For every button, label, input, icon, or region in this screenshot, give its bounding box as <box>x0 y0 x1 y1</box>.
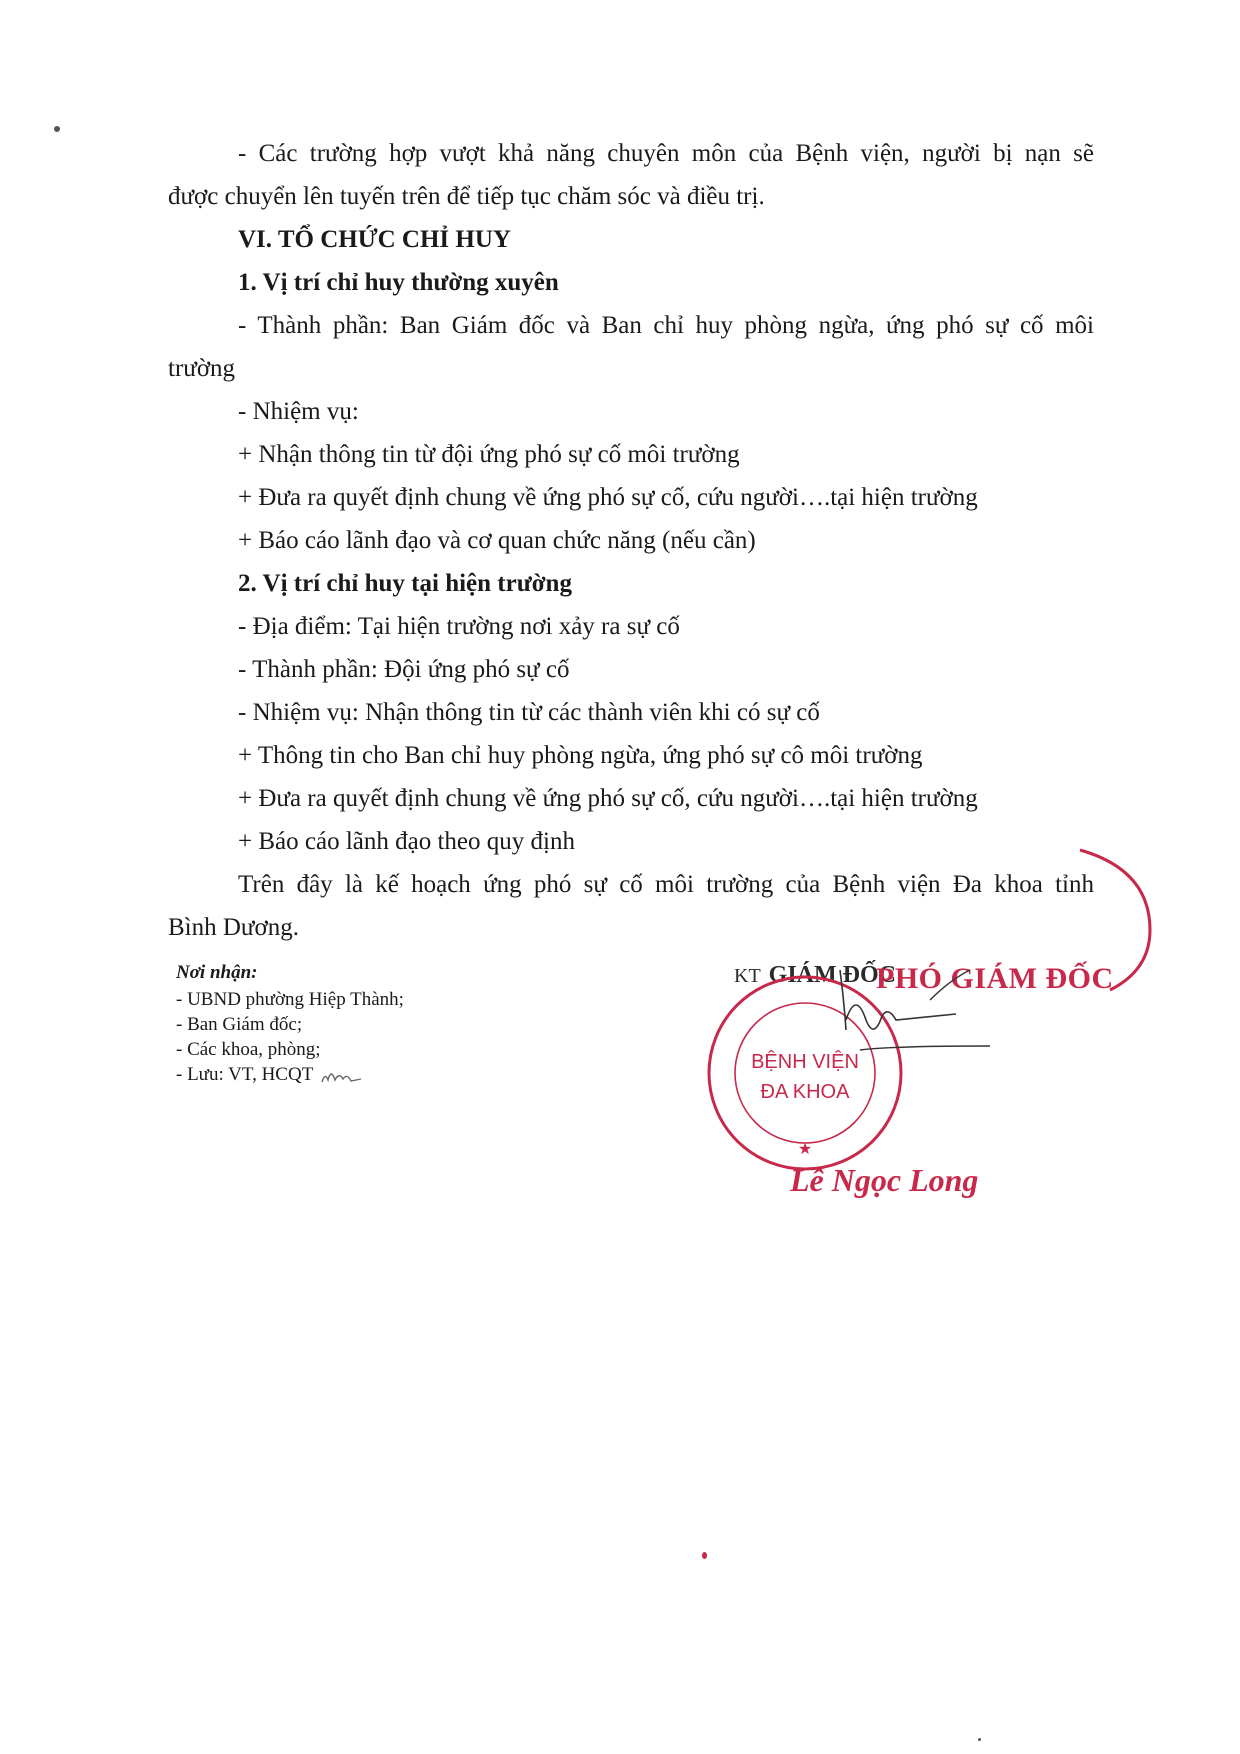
list-item: + Thông tin cho Ban chỉ huy phòng ngừa, ứng phó sự cô môi trường <box>238 742 923 769</box>
kt-director-title: GIÁM ĐỐC <box>768 962 896 988</box>
paragraph-line: - Thành phần: Ban Giám đốc và Ban chỉ huy phòng ngừa, ứng phó sự cố môi <box>238 312 1094 339</box>
paragraph-line: - Các trường hợp vượt khả năng chuyên môn của Bệnh viện, người bị nạn sẽ <box>238 140 1094 167</box>
paragraph-line: Trên đây là kế hoạch ứng phó sự cố môi trường của Bệnh viện Đa khoa tỉnh <box>238 871 1094 898</box>
recipients-title: Nơi nhận: <box>176 962 258 983</box>
scan-speck <box>54 126 60 132</box>
recipient-item: - Các khoa, phòng; <box>176 1039 321 1060</box>
list-item: + Báo cáo lãnh đạo theo quy định <box>238 828 575 855</box>
list-item: + Nhận thông tin từ đội ứng phó sự cố môi trường <box>238 441 740 468</box>
paragraph-line: - Địa điểm: Tại hiện trường nơi xảy ra sự cố <box>238 613 680 640</box>
recipient-item-text: - Lưu: VT, HCQT <box>176 1064 313 1085</box>
document-body <box>168 132 1094 949</box>
section-heading: VI. TỔ CHỨC CHỈ HUY <box>238 226 511 253</box>
recipient-item: - UBND phường Hiệp Thành; <box>176 989 404 1010</box>
list-item: + Báo cáo lãnh đạo và cơ quan chức năng (nếu cần) <box>238 527 756 554</box>
seal-edge-mark-icon <box>1060 840 1170 1000</box>
recipient-item: - Ban Giám đốc; <box>176 1014 303 1035</box>
signer-name: Lê Ngọc Long <box>790 1162 979 1198</box>
handwritten-note-icon <box>318 1064 368 1088</box>
paragraph-line: được chuyển lên tuyến trên để tiếp tục chăm sóc và điều trị. <box>168 183 765 210</box>
paragraph-line: trường <box>168 355 236 382</box>
paragraph-line: - Nhiệm vụ: Nhận thông tin từ các thành viên khi có sự cố <box>238 699 820 726</box>
recipients-block <box>176 960 404 1088</box>
paragraph-line: Bình Dương. <box>168 914 299 941</box>
stamp-text-line2: ĐA KHOA <box>760 1081 850 1103</box>
handwritten-signature-icon <box>820 950 990 1120</box>
scan-speck <box>978 1738 981 1741</box>
kt-prefix: KT <box>734 965 761 987</box>
paragraph-line: - Thành phần: Đội ứng phó sự cố <box>238 656 570 683</box>
subsection-heading: 2. Vị trí chỉ huy tại hiện trường <box>238 570 572 597</box>
recipient-item <box>176 1062 404 1088</box>
subsection-heading: 1. Vị trí chỉ huy thường xuyên <box>238 269 559 296</box>
paragraph-line: - Nhiệm vụ: <box>238 398 359 425</box>
list-item: + Đưa ra quyết định chung về ứng phó sự cố, cứu người….tại hiện trường <box>238 484 978 511</box>
scan-speck <box>702 1552 707 1559</box>
list-item: + Đưa ra quyết định chung về ứng phó sự cố, cứu người….tại hiện trường <box>238 785 978 812</box>
stamp-text-line1: BỆNH VIỆN <box>751 1051 859 1073</box>
deputy-director-title: PHÓ GIÁM ĐỐC <box>876 962 1114 995</box>
svg-text:★: ★ <box>797 1141 813 1158</box>
